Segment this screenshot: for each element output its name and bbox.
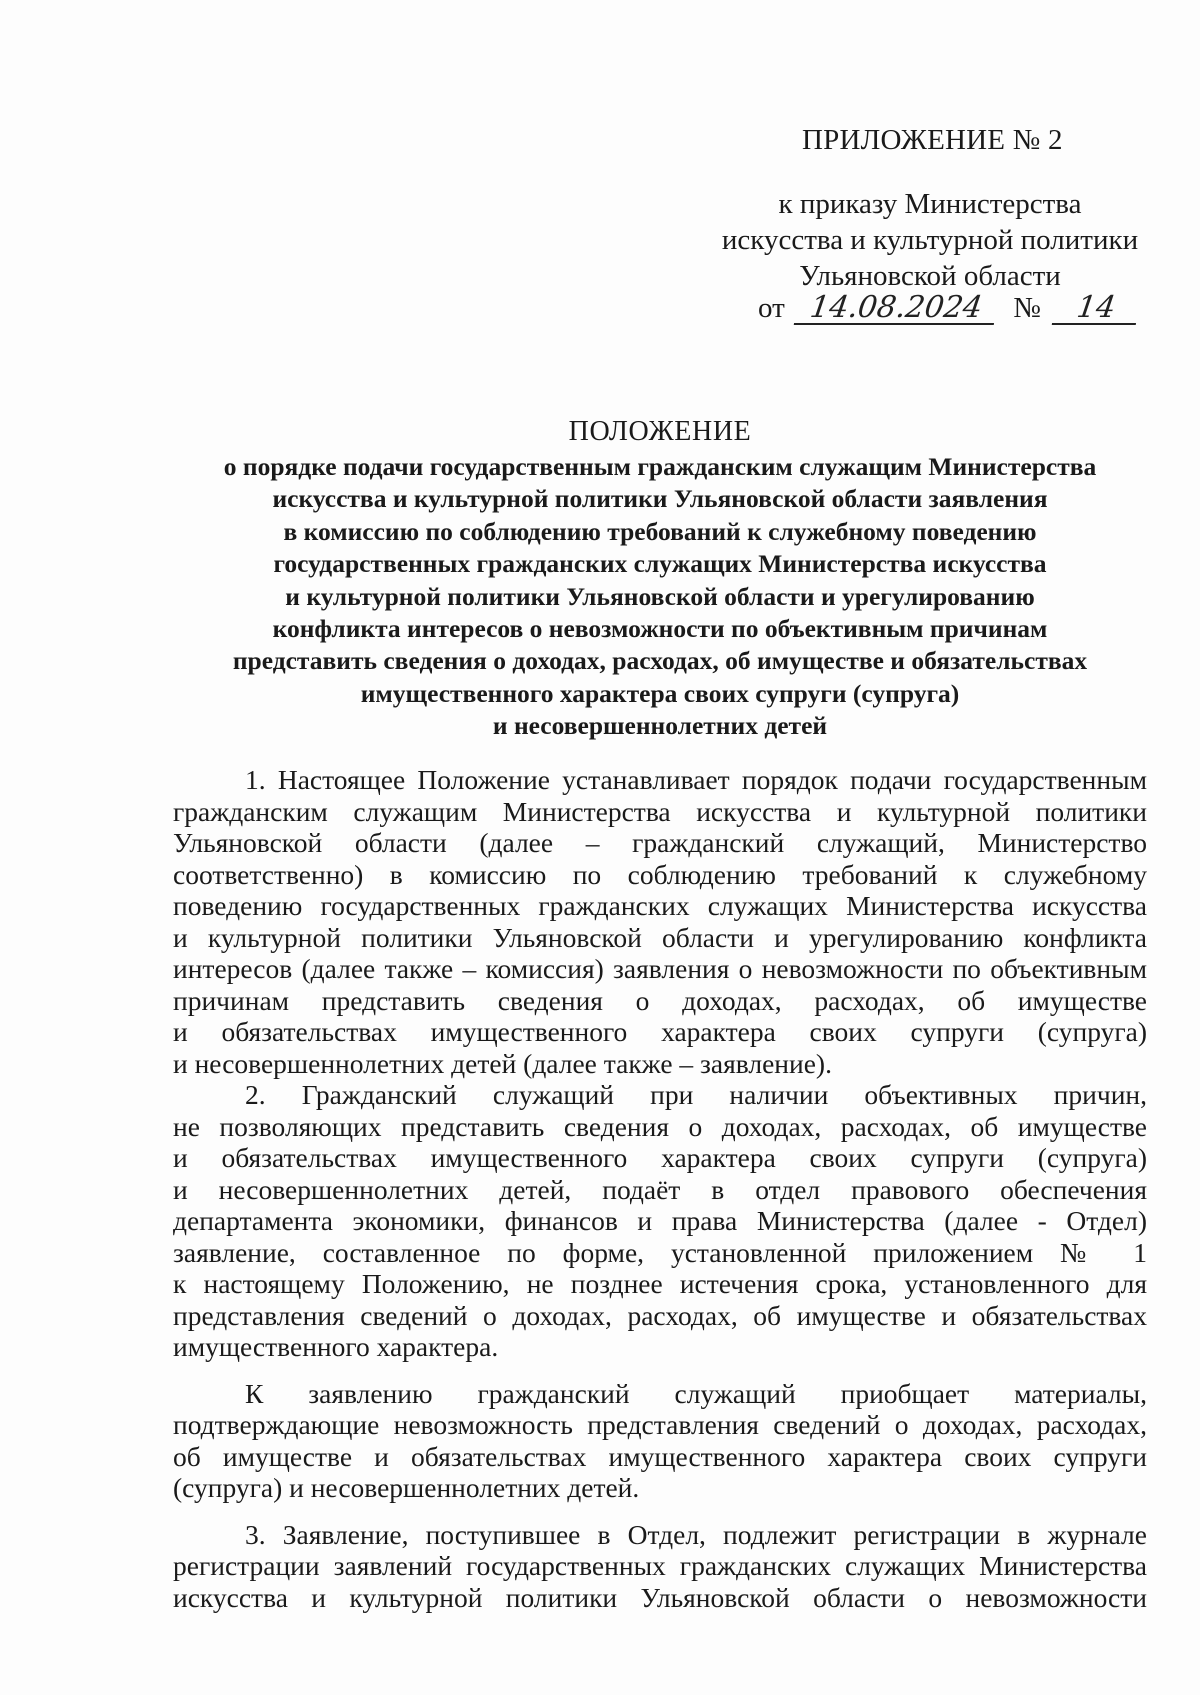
subtitle-line: в комиссию по соблюдению требований к служебному поведению (283, 516, 1037, 546)
paragraph-line: (супруга) и несовершеннолетних детей. (173, 1472, 640, 1503)
document-heading: ПОЛОЖЕНИЕ (568, 416, 752, 447)
subtitle-line: конфликта интересов о невозможности по объективным причинам (272, 614, 1048, 644)
document-body (173, 764, 1147, 1613)
paragraph-3 (173, 1519, 1147, 1614)
paragraph-line: к настоящему Положению, не позднее истечения срока, установленного для (173, 1268, 1147, 1299)
paragraph-attachments (173, 1378, 1147, 1504)
paragraph-line: департамента экономики, финансов и права Министерства (далее - Отдел) (173, 1205, 1147, 1236)
paragraph-line: искусства и культурной политики Ульяновской области о невозможности (173, 1581, 1147, 1613)
order-date-number-line (758, 292, 1138, 325)
handwritten-date: 14.08.2024 (794, 293, 998, 325)
paragraph-line: регистрации заявлений государственных гражданских служащих Министерства (173, 1550, 1147, 1581)
subtitle-line: о порядке подачи государственным гражданским служащим Министерства (223, 452, 1097, 481)
paragraph-line: интересов (далее также – комиссия) заявления о невозможности по объективным (173, 953, 1147, 984)
paragraph-line: представления сведений о доходах, расходах, об имуществе и обязательствах (173, 1299, 1147, 1331)
paragraph-line: гражданским служащим Министерства искусства и культурной политики (173, 795, 1147, 827)
order-reference (700, 186, 1160, 294)
date-prefix: от (758, 292, 785, 324)
paragraph-line: имущественного характера. (173, 1331, 499, 1362)
appendix-title: ПРИЛОЖЕНИЕ № 2 (802, 124, 1063, 156)
paragraph-line: не позволяющих представить сведения о доходах, расходах, об имуществе (173, 1110, 1147, 1142)
subtitle-line: имущественного характера своих супруги (супруга) (360, 678, 960, 708)
paragraph-spacer (173, 1363, 1147, 1378)
paragraph-line: причинам представить сведения о доходах, расходах, об имуществе (173, 984, 1147, 1016)
paragraph-line: заявление, составленное по форме, установленной приложением № 1 (173, 1236, 1147, 1268)
paragraph-line: и культурной политики Ульяновской области и урегулированию конфликта (173, 921, 1147, 953)
paragraph-1 (173, 764, 1147, 1079)
number-prefix: № (1013, 292, 1041, 324)
subtitle-line: и несовершеннолетних детей (492, 711, 828, 741)
handwritten-number: 14 (1052, 293, 1140, 325)
paragraph-line: 2. Гражданский служащий при наличии объективных причин, (245, 1079, 1147, 1110)
subtitle-line: государственных гражданских служащих Министерства искусства (273, 549, 1047, 579)
paragraph-line: подтверждающие невозможность представления сведений о доходах, расходах, (173, 1409, 1147, 1440)
paragraph-line: 3. Заявление, поступившее в Отдел, подлежит регистрации в журнале (245, 1518, 1147, 1550)
paragraph-line: и обязательствах имущественного характера своих супруги (супруга) (173, 1016, 1147, 1047)
order-reference-line: к приказу Министерства (778, 188, 1082, 220)
paragraph-spacer (173, 1504, 1147, 1519)
subtitle-line: представить сведения о доходах, расходах, об имуществе и обязательствах (232, 646, 1088, 676)
paragraph-line: поведению государственных гражданских служащих Министерства искусства (173, 890, 1147, 921)
order-reference-line: искусства и культурной политики (721, 224, 1139, 256)
paragraph-line: и несовершеннолетних детей (далее также – заявление). (173, 1047, 832, 1079)
paragraph-line: и обязательствах имущественного характера своих супруги (супруга) (173, 1142, 1147, 1173)
paragraph-line: Ульяновской области (далее – гражданский служащий, Министерство (173, 827, 1147, 858)
subtitle-line: и культурной политики Ульяновской области и урегулированию (285, 581, 1035, 611)
paragraph-line: соответственно) в комиссию по соблюдению требований к служебному (173, 858, 1147, 890)
paragraph-line: об имуществе и обязательствах имущественного характера своих супруги (173, 1440, 1147, 1472)
document-subtitle (150, 451, 1170, 743)
paragraph-2 (173, 1079, 1147, 1363)
paragraph-line: 1. Настоящее Положение устанавливает порядок подачи государственным (245, 764, 1147, 795)
order-reference-line: Ульяновской области (799, 260, 1061, 292)
paragraph-line: К заявлению гражданский служащий приобщает материалы, (245, 1377, 1147, 1409)
paragraph-line: и несовершеннолетних детей, подаёт в отдел правового обеспечения (173, 1173, 1147, 1205)
subtitle-line: искусства и культурной политики Ульяновской области заявления (272, 484, 1048, 514)
